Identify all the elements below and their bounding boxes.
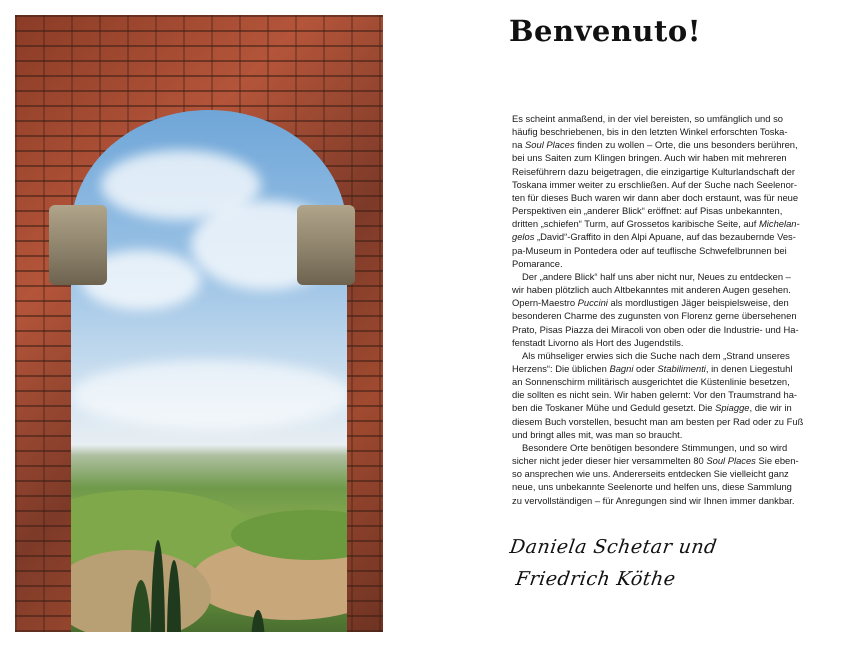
text-line <box>512 270 791 283</box>
text-line <box>512 480 792 493</box>
text-segment: Pomarance. <box>512 257 563 269</box>
text-line <box>512 441 788 454</box>
text-line <box>512 428 774 441</box>
text-segment: Perspektiven ein „anderer Blick“ eröffnet: auf Pisas unbekannten, <box>512 205 783 217</box>
italic-text: Soul Places <box>706 455 756 467</box>
text-line <box>512 191 799 204</box>
text-segment: zu vervollständigen – für Anregungen sind wir Ihnen immer dankbar. <box>512 494 795 506</box>
text-segment: pa-Museum in Pontedera oder auf teuflische Schwefelbrunnen bei <box>512 244 787 256</box>
text-segment: wir haben plötzlich auch Altbekanntes mit anderen Augen gesehen. <box>512 284 791 296</box>
text-segment: Opern-Maestro <box>512 297 578 309</box>
text-line <box>512 112 783 125</box>
text-segment: so ansprechen wie uns. Andererseits entdecken Sie vielleicht ganz <box>512 468 789 480</box>
text-line <box>512 138 798 151</box>
text-line <box>512 244 787 257</box>
text-segment: und bringt alles mit, was man so braucht. <box>512 428 683 440</box>
signature-line-2: Friedrich Köthe <box>514 568 678 590</box>
text-segment: als mordlustigen Jäger beispielsweise, den <box>607 297 789 309</box>
text-line <box>512 323 799 336</box>
text-line <box>512 151 787 164</box>
text-line <box>512 336 774 349</box>
italic-text: Stabilimenti <box>657 362 706 374</box>
text-segment: , die wir in <box>749 402 792 414</box>
text-line <box>512 283 791 296</box>
text-segment: Der „andere Blick“ half uns aber nicht nur, Neues zu entdecken – <box>522 270 791 282</box>
body-text <box>512 112 804 507</box>
paragraph <box>512 270 799 349</box>
text-segment: ben die Toskaner Mühe und Geduld gesetzt. Die <box>512 402 716 414</box>
italic-text: Soul Places <box>525 139 575 151</box>
text-segment: sicher nicht jeder dieser hier versammelten 80 <box>512 455 707 467</box>
text-segment: besonderen Charme des zugunsten von Florenz gerne übersehenen <box>512 310 797 322</box>
arch-opening-landscape <box>71 110 347 632</box>
text-segment: Toskana immer weiter zu erschließen. Auf der Suche nach Seelenor- <box>512 178 798 190</box>
text-segment: Reiseführern dazu beigetragen, die einzigartige Kulturlandschaft der <box>512 165 795 177</box>
text-line <box>512 125 788 138</box>
text-segment: , in denen Liegestuhl <box>705 362 793 374</box>
text-line <box>512 388 798 401</box>
text-line <box>512 362 793 375</box>
italic-text: Michelan- <box>758 218 800 230</box>
text-segment: bei uns Saiten zum Klingen bringen. Auch wir haben mit mehreren <box>512 152 787 164</box>
paragraph <box>512 441 799 507</box>
text-line <box>512 401 792 414</box>
text-segment: häufig beschriebenen, bis in den letzten Winkel erforschten Toska- <box>512 126 788 138</box>
text-line <box>512 257 774 270</box>
text-segment: oder <box>633 362 658 374</box>
text-line <box>512 467 789 480</box>
text-line <box>512 204 783 217</box>
text-segment: neue, uns unbekannte Seelenorte und helfen uns, diese Sammlung <box>512 481 792 493</box>
italic-text: Spiagge <box>715 402 750 414</box>
text-segment: finden zu wollen – Orte, die uns besonders berühren, <box>574 139 798 151</box>
left-capital-stone <box>49 205 107 285</box>
text-line <box>512 217 800 230</box>
photo-tuscan-arch <box>15 15 383 632</box>
text-line <box>512 415 804 428</box>
text-line <box>512 296 789 309</box>
text-segment: Sie eben- <box>755 455 799 467</box>
italic-text: Bagni <box>609 362 634 374</box>
paragraph <box>512 112 800 270</box>
text-line <box>512 349 790 362</box>
text-line <box>512 454 799 467</box>
text-segment: Es scheint anmaßend, in der viel bereisten, so umfänglich und so <box>512 113 783 124</box>
text-line <box>512 165 795 178</box>
text-segment: Besondere Orte benötigen besondere Stimmungen, und so wird <box>522 441 788 453</box>
text-segment: „David“-Graffito in den Alpi Apuane, auf das bezaubernde Ves- <box>534 231 796 243</box>
right-capital-stone <box>297 205 355 285</box>
signature-line-1: Daniela Schetar und <box>508 536 719 558</box>
text-line <box>512 230 796 243</box>
paragraph <box>512 349 804 441</box>
text-segment: Herzens“: Die üblichen <box>512 362 610 374</box>
page-title: Benvenuto! <box>509 14 701 48</box>
text-segment: an Sonnenschirm militärisch ausgerichtet die Küstenlinie besetzen, <box>512 376 790 388</box>
text-segment: Prato, Pisas Piazza dei Miracoli von oben oder die Industrie- und Ha- <box>512 323 799 335</box>
text-segment: fenstadt Livorno als Hort des Jugendstils. <box>512 336 684 348</box>
text-segment: die sollten es nicht sein. Wir haben gelernt: Vor den Traumstrand ha- <box>512 389 798 401</box>
text-segment: ten für dieses Buch waren wir dann aber doch erstaunt, was für neue <box>512 191 799 203</box>
italic-text: Puccini <box>577 297 608 309</box>
text-segment: Als mühseliger erwies sich die Suche nach dem „Strand unseres <box>522 349 790 361</box>
text-line <box>512 178 798 191</box>
text-segment: na <box>512 139 526 151</box>
text-segment: dritten „schiefen“ Turm, auf Grossetos karibische Seite, auf <box>512 218 759 230</box>
italic-text: gelos <box>512 231 535 243</box>
text-line <box>512 375 790 388</box>
text-line <box>512 309 797 322</box>
text-line <box>512 494 795 507</box>
text-segment: diesem Buch vorstellen, besucht man am besten per Rad oder zu Fuß <box>512 415 804 427</box>
